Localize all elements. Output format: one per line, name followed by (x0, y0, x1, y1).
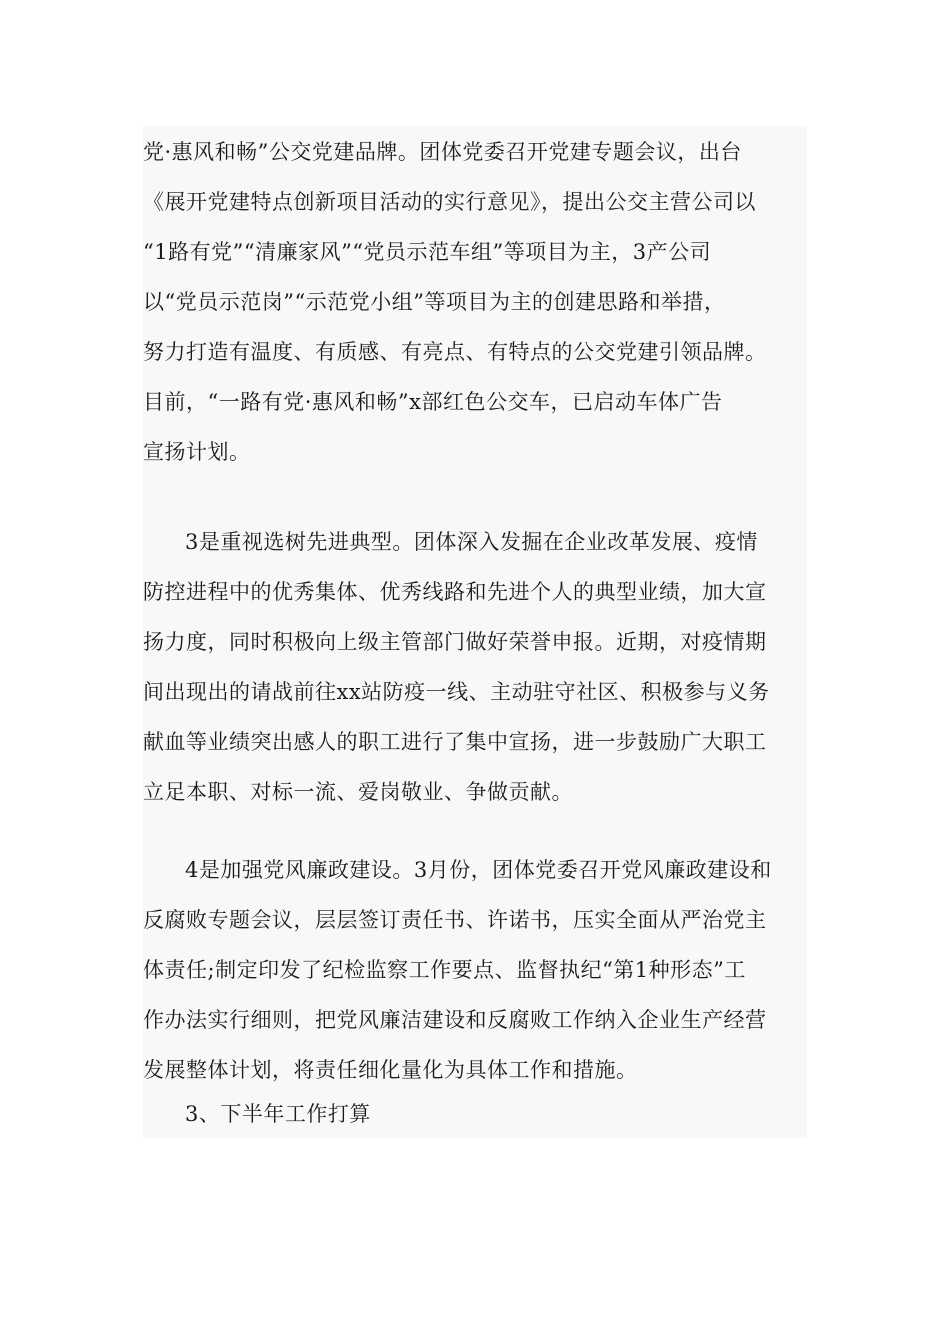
text-line: 宣扬计划。 (143, 440, 251, 464)
text-line: 扬力度，同时积极向上级主管部门做好荣誉申报。近期，对疫情期 (143, 630, 767, 654)
text-line: 反腐败专题会议，层层签订责任书、许诺书，压实全面从严治党主 (143, 908, 767, 932)
text-line: 发展整体计划，将责任细化量化为具体工作和措施。 (143, 1058, 638, 1082)
text-line: 《展开党建特点创新项目活动的实行意见》，提出公交主营公司以 (143, 190, 756, 214)
text-line: 体责任;制定印发了纪检监察工作要点、监督执纪“第1种形态”工 (143, 958, 746, 982)
text-line: 努力打造有温度、有质感、有亮点、有特点的公交党建引领品牌。 (143, 340, 767, 364)
text-line: “1路有党”“清廉家风”“党员示范车组”等项目为主，3产公司 (143, 240, 712, 264)
text-line: 目前，“一路有党·惠风和畅”x部红色公交车，已启动车体广告 (143, 390, 723, 414)
text-line: 党·惠风和畅”公交党建品牌。团体党委召开党建专题会议，出台 (143, 140, 742, 164)
text-line: 3是重视选树先进典型。团体深入发掘在企业改革发展、疫情 (185, 530, 758, 554)
text-line: 以“党员示范岗”“示范党小组”等项目为主的创建思路和举措， (143, 290, 726, 314)
text-line: 立足本职、对标一流、爱岗敬业、争做贡献。 (143, 780, 573, 804)
document-body (143, 126, 807, 1138)
text-line: 防控进程中的优秀集体、优秀线路和先进个人的典型业绩，加大宣 (143, 580, 767, 604)
text-line: 献血等业绩突出感人的职工进行了集中宣扬，进一步鼓励广大职工 (143, 730, 767, 754)
text-line: 作办法实行细则，把党风廉洁建设和反腐败工作纳入企业生产经营 (143, 1008, 767, 1032)
text-line: 4是加强党风廉政建设。3月份，团体党委召开党风廉政建设和 (185, 858, 772, 882)
section-heading: 3、下半年工作打算 (185, 1102, 371, 1126)
text-line: 间出现出的请战前往xx站防疫一线、主动驻守社区、积极参与义务 (143, 680, 770, 704)
